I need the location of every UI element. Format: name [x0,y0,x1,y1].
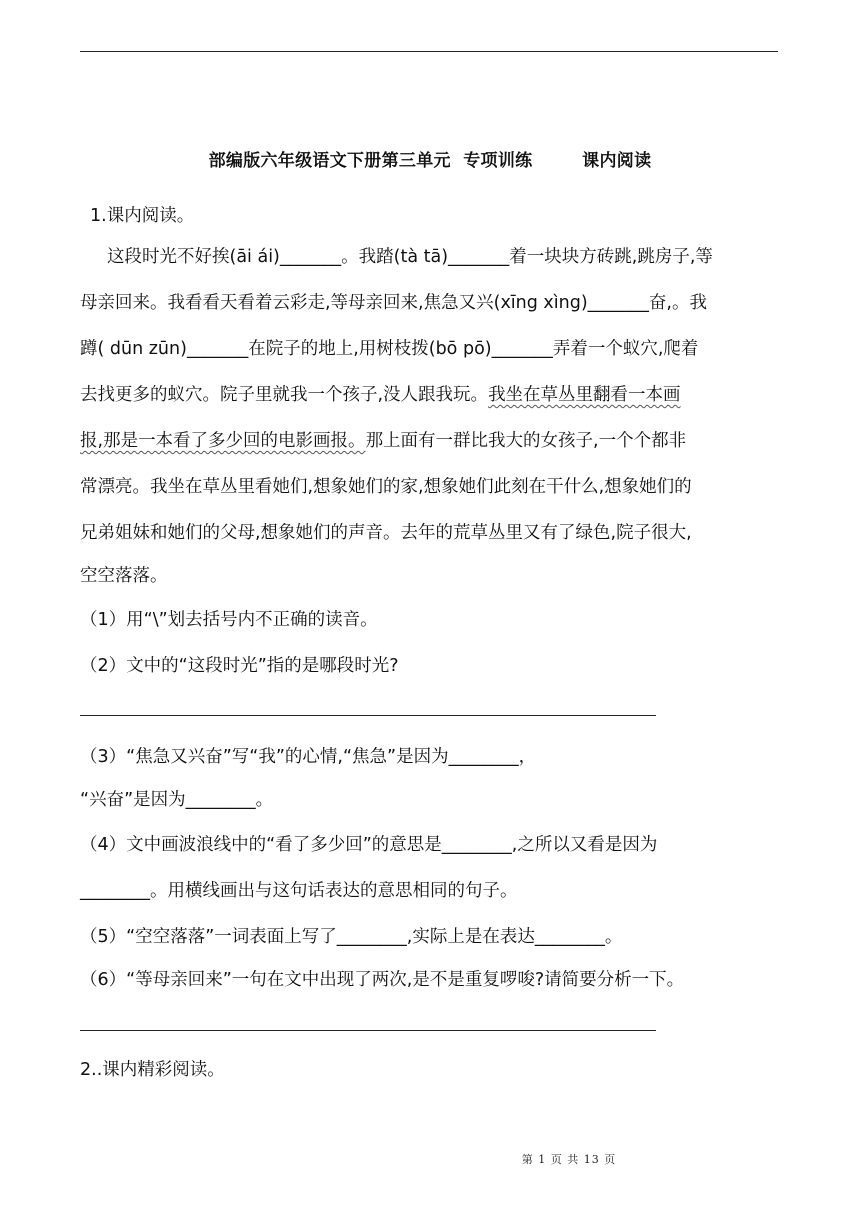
passage-line-5 [80,428,686,454]
header-rule [80,51,778,52]
sub-question-4-cont: ________。用横线画出与这句话表达的意思相同的句子。 [80,881,518,901]
answer-line-q2 [80,715,656,716]
sub-question-6: （6）“等母亲回来”一句在文中出现了两次,是不是重复啰唆?请简要分析一下。 [80,970,685,990]
page-footer: 第 1 页 共 13 页 [521,1153,617,1166]
passage-line-5-text: 那上面有一群比我大的女孩子,一个个都非 [365,431,687,451]
question-1-heading: 1.课内阅读。 [90,206,195,226]
sub-question-4: （4）文中画波浪线中的“看了多少回”的意思是________,之所以又看是因为 [80,835,658,855]
passage-line-3: 蹲( dūn zūn)_______在院子的地上,用树枝拨(bō pō)_______弄着一个蚁穴,爬着 [80,339,699,359]
sub-question-3: （3）“焦急又兴奋”写“我”的心情,“焦急”是因为________， [80,747,537,767]
answer-line-q6 [80,1030,656,1031]
sub-question-3-cont: “兴奋”是因为________。 [80,790,274,810]
passage-line-2: 母亲回来。我看看天看着云彩走,等母亲回来,焦急又兴(xīng xìng)_______奋,。我 [80,293,707,313]
passage-line-1: 这段时光不好挨(āi ái)_______。我踏(tà tā)_______着一块块方砖跳,跳房子,等 [107,247,713,267]
passage-line-4 [80,382,681,408]
passage-line-6: 常漂亮。我坐在草丛里看她们,想象她们的家,想象她们此刻在干什么,想象她们的 [80,477,692,497]
wavy-underlined-sentence-part-2: 报,那是一本看了多少回的电影画报。 [80,431,366,451]
passage-line-8: 空空落落。 [80,566,168,586]
sub-question-1: （1）用“\”划去括号内不正确的读音。 [80,610,378,630]
question-2-heading: 2..课内精彩阅读。 [80,1060,225,1080]
passage-line-4-text: 去找更多的蚁穴。院子里就我一个孩子,没人跟我玩。 [80,385,489,405]
page-title: 部编版六年级语文下册第三单元 专项训练 课内阅读 [208,151,652,171]
wavy-underlined-sentence-part-1: 我坐在草丛里翻看一本画 [488,385,681,405]
passage-line-7: 兄弟姐妹和她们的父母,想象她们的声音。去年的荒草丛里又有了绿色,院子很大, [80,523,692,543]
sub-question-5: （5）“空空落落”一词表面上写了________,实际上是在表达________。 [80,927,623,947]
sub-question-2: （2）文中的“这段时光”指的是哪段时光? [80,656,399,676]
